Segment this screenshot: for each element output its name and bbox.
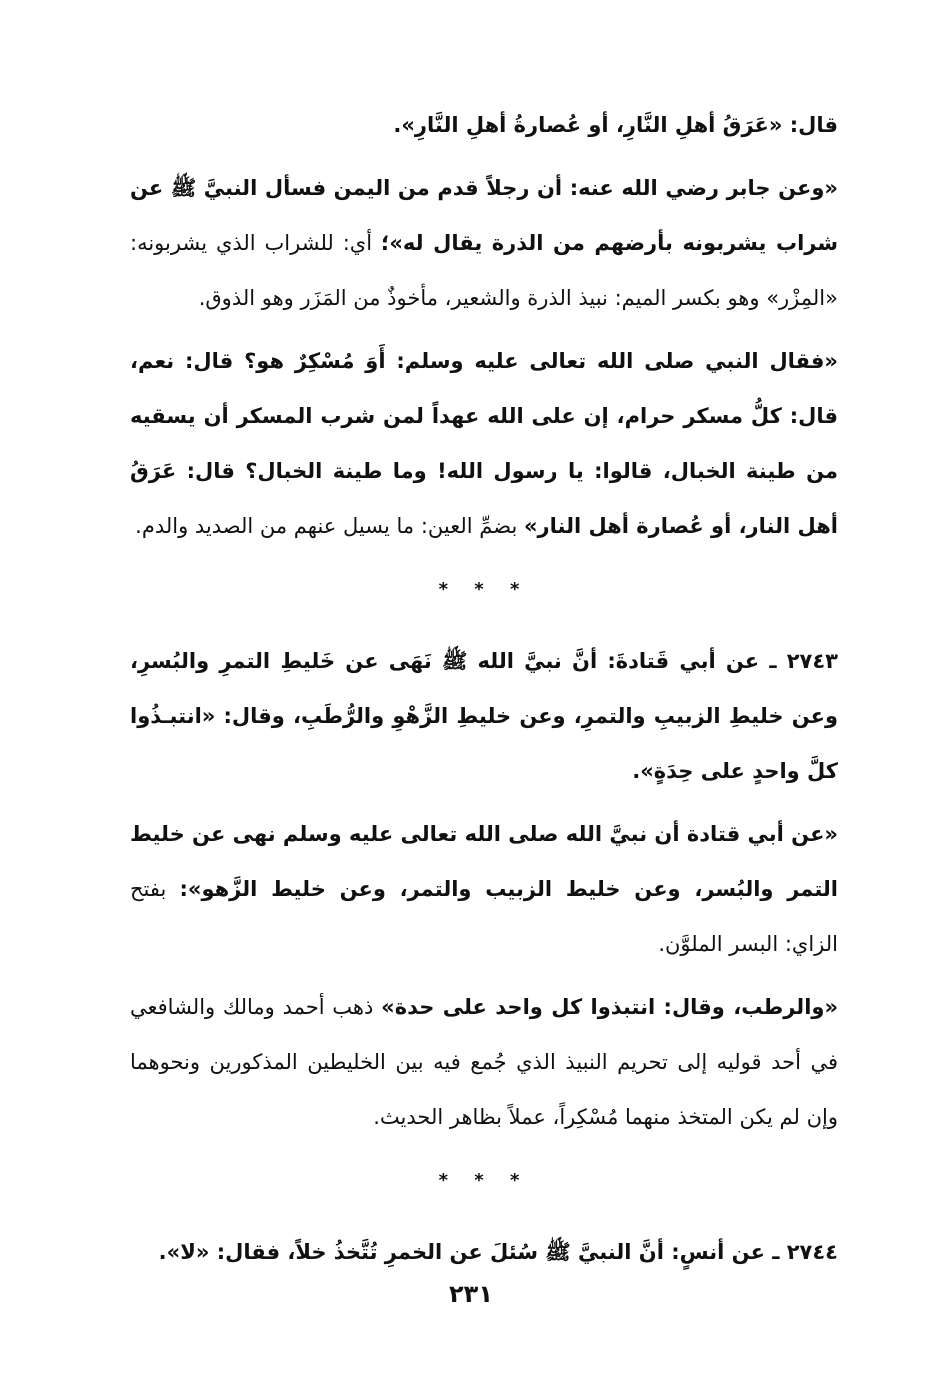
paragraph-6 — [130, 980, 838, 1145]
paragraph-3 — [130, 334, 838, 554]
hadith-2744 — [130, 1225, 838, 1280]
bold-text: «وعن جابر رضي الله عنه: أن رجلاً قدم من اليمن فسأل النبيَّ ﷺ عن شراب يشربونه بأرضهم من الذرة يقال له»؛ — [130, 176, 838, 255]
page-number: ٢٣١ — [449, 1280, 493, 1308]
bold-text: قال: «عَرَقُ أهلِ النَّارِ، أو عُصارةُ أهلِ النَّارِ». — [393, 113, 838, 137]
bold-text: «فقال النبي صلى الله تعالى عليه وسلم: أَوَ مُسْكِرٌ هو؟ قال: نعم، قال: كلُّ مسكر حرام، إن على الله عهداً لمن شرب المسكر أن يسقيه من طينة الخبال، قالوا: يا رسول الله! وما طينة الخبال؟ قال: عَرَقُ أهل النار، أو عُصارة أهل النار» — [130, 349, 838, 538]
commentary-text: بفتح الزاي: البسر الملوَّن. — [130, 877, 838, 956]
commentary-text: أي: للشراب الذي يشربونه: «المِزْر» وهو بكسر الميم: نبيذ الذرة والشعير، مأخوذٌ من المَزَر وهو الذوق. — [130, 231, 838, 310]
page-body — [130, 98, 838, 1288]
bold-text: «والرطب، وقال: انتبذوا كل واحد على حدة» — [381, 995, 839, 1019]
bold-text: «عن أبي قتادة أن نبيَّ الله صلى الله تعالى عليه وسلم نهى عن خليط التمر والبُسر، وعن خليط الزبيب والتمر، وعن خليط الزَّهو»: — [129, 822, 839, 901]
bold-text: ٢٧٤٤ ـ عن أنسٍ: أنَّ النبيَّ ﷺ سُئلَ عن الخمرِ تُتَّخذُ خلاً، فقال: «لا». — [158, 1240, 838, 1264]
section-separator: * * * — [438, 579, 530, 600]
section-separator: * * * — [438, 1170, 530, 1191]
commentary-text: ذهب أحمد ومالك والشافعي في أحد قوليه إلى تحريم النبيذ الذي جُمع فيه بين الخليطين المذكورين ونحوهما وإن لم يكن المتخذ منهما مُسْكِراً، عملاً بظاهر الحديث. — [130, 995, 838, 1129]
paragraph-5 — [130, 807, 838, 972]
hadith-2743 — [130, 634, 838, 799]
bold-text: ٢٧٤٣ ـ عن أبي قَتادةَ: أنَّ نبيَّ الله ﷺ نَهَى عن خَليطِ التمرِ والبُسرِ، وعن خليطِ الزبيبِ والتمرِ، وعن خليطِ الزَّهْوِ والرُّطَبِ، وقال: «انتبـذُوا كلَّ واحدٍ على حِدَةٍ». — [130, 649, 838, 783]
paragraph-2 — [130, 161, 838, 326]
paragraph-1 — [130, 98, 838, 153]
commentary-text: بضمِّ العين: ما يسيل عنهم من الصديد والدم. — [135, 514, 524, 538]
